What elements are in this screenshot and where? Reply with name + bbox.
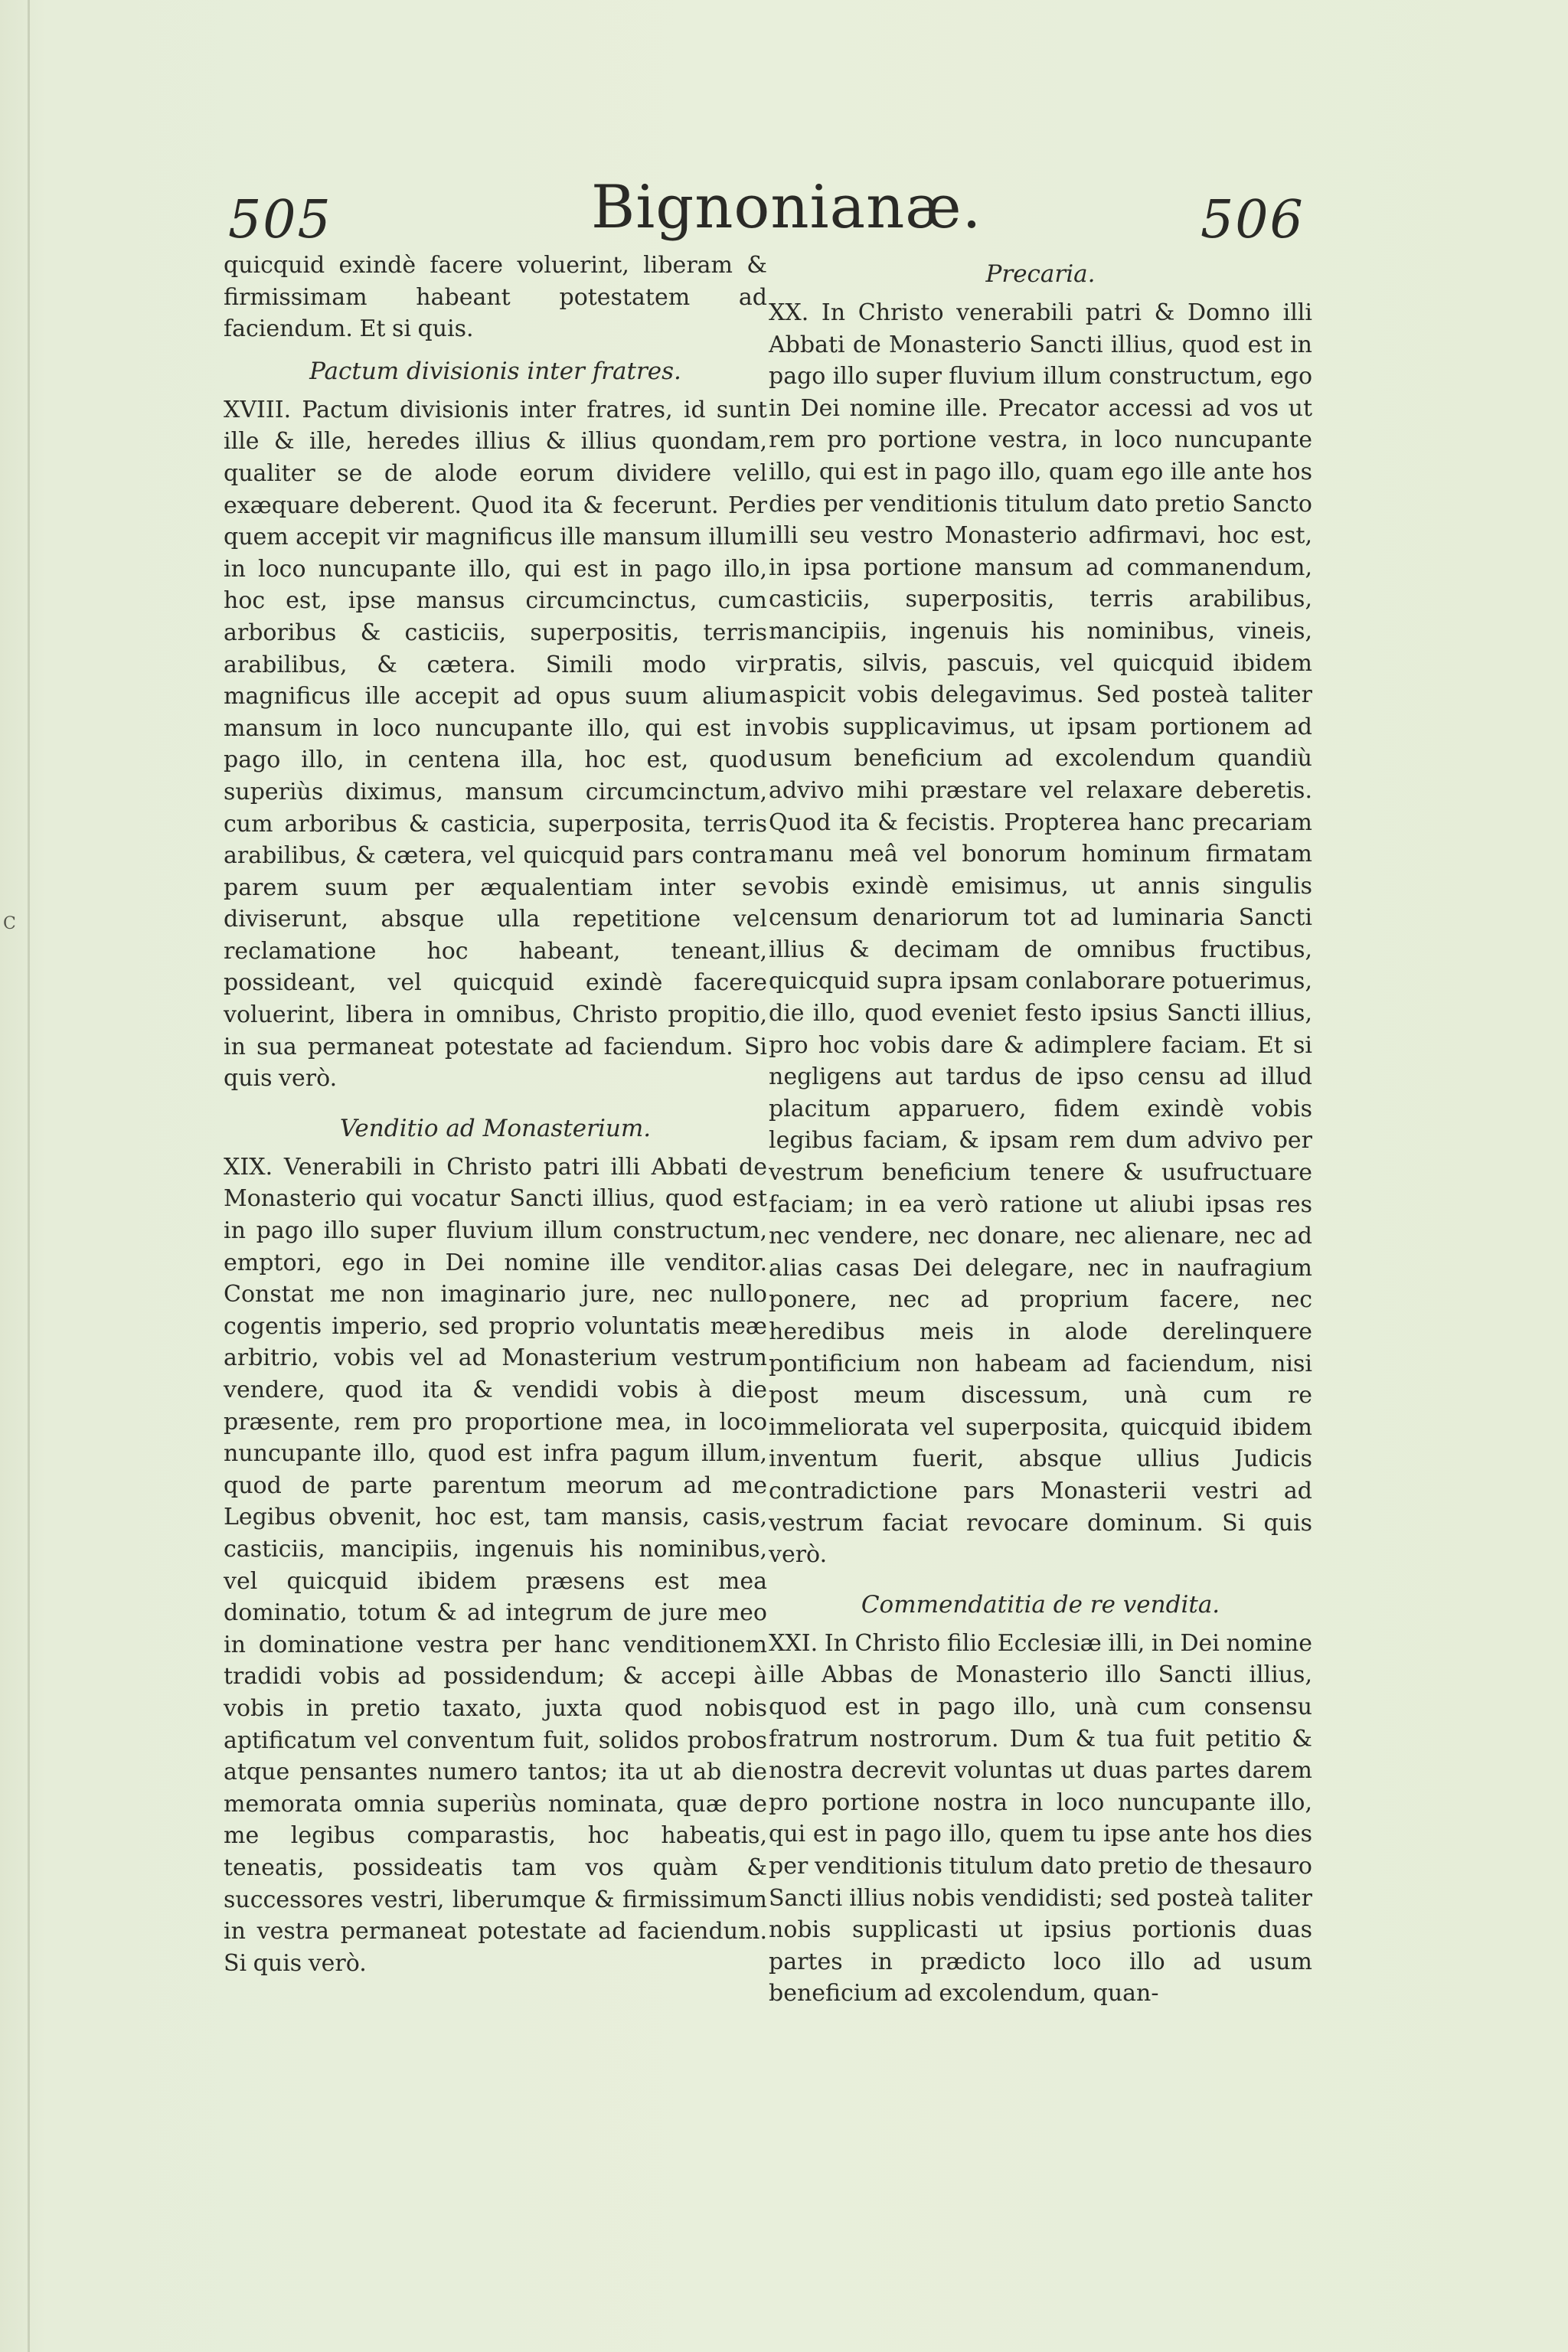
page-number-left: 505 (228, 190, 332, 250)
section-heading: Commendatitia de re vendita. (861, 1590, 1220, 1619)
section-xxi (769, 1589, 1312, 2010)
section-text: XIX. Venerabili in Christo patri illi Abbati de Monasterio qui vocatur Sancti illius, quod est in pago illo super fluvium illum constructum, emptori, ego in Dei nomine ille venditor. Constat me non imaginario jure, nec nullo cogentis imperio, sed proprio voluntatis meæ arbitrio, vobis vel ad Monasterium vestrum vendere, quod ita & vendidi vobis à die præsente, rem pro proportione mea, in loco nuncupante illo, quod est infra pagum illum, quod de parte parentum meorum ad me Legibus obvenit, hoc est, tam mansis, casis, casticiis, mancipiis, ingenuis his nominibus, vel quicquid ibidem præsens est mea dominatio, totum & ad integrum de jure meo in dominatione vestra per hanc venditionem tradidi vobis ad possidendum; & accepi à vobis in pretio taxato, juxta quod nobis aptificatum vel conventum fuit, solidos probos atque pensantes numero tantos; ita ut ab die memorata omnia superiùs nominata, quæ de me legibus comparastis, hoc habeatis, teneatis, possideatis tam vos quàm & successores vestri, liberumque & firmissimum in vestra permaneat potestate ad faciendum. Si quis verò. (224, 1153, 767, 1977)
page-gutter (28, 0, 30, 2352)
right-column (769, 259, 1312, 2028)
margin-mark: C (3, 914, 16, 933)
section-heading: Venditio ad Monasterium. (339, 1114, 652, 1142)
section-xix (224, 1113, 767, 1979)
section-text: XXI. In Christo filio Ecclesiæ illi, in Dei nomine ille Abbas de Monasterio illo Sancti illius, quod est in pago illo, unà cum consensu fratrum nostrorum. Dum & tua fuit petitio & nostra decrevit voluntas ut duas partes darem pro portione nostra in loco nuncupante illo, qui est in pago illo, quem tu ipse ante hos dies per venditionis titulum dato pretio de thesauro Sancti illius nobis vendidisti; sed posteà taliter nobis supplicasti ut ipsius portionis duas partes in prædicto loco illo ad usum beneficium ad excolendum, quan- (769, 1629, 1312, 2007)
section-text: XX. In Christo venerabili patri & Domno illi Abbati de Monasterio Sancti illius, quod est in pago illo super fluvium illum constructum, ego in Dei nomine ille. Precator accessi ad vos ut rem pro portione vestra, in loco nuncupante illo, qui est in pago illo, quam ego ille ante hos dies per venditionis titulum dato pretio Sancto illi seu vestro Monasterio adfirmavi, hoc est, in ipsa portione mansum ad commanendum, casticiis, superpositis, terris arabilibus, mancipiis, ingenuis his nominibus, vineis, pratis, silvis, pascuis, vel quicquid ibidem aspicit vobis delegavimus. Sed posteà taliter vobis supplicavimus, ut ipsam portionem ad usum beneficium ad excolendum quandiù advivo mihi præstare vel relaxare deberetis. Quod ita & fecistis. Propterea hanc precariam manu meâ vel bonorum hominum firmatam vobis exindè emisimus, ut annis singulis censum denariorum tot ad luminaria Sancti illius & decimam de omnibus fructibus, quicquid supra ipsam conlaborare potuerimus, die illo, quod eveniet festo ipsius Sancti illius, pro hoc vobis dare & adimplere faciam. Et si negligens aut tardus de ipso censu ad illud placitum apparuero, fidem exindè vobis legibus faciam, & ipsam rem dum advivo per vestrum beneficium tenere & usufructuare faciam; in ea verò ratione ut aliubi ipsas res nec vendere, nec donare, nec alienare, nec ad alias casas Dei delegare, nec in naufragium ponere, nec ad proprium facere, nec heredibus meis in alode derelinquere pontificium non habeam ad faciendum, nisi post meum discessum, unà cum re immeliorata vel superposita, quicquid ibidem inventum fuerit, absque ullius Judicis contradictione pars Monasterii vestri ad vestrum faciat revocare dominum. Si quis verò. (769, 299, 1312, 1569)
section-xviii (224, 356, 767, 1095)
section-xx (769, 259, 1312, 1571)
running-head-title: Bignonianæ. (591, 173, 982, 242)
continuation-text: quicquid exindè facere voluerint, liberam & firmissimam habeant potestatem ad faciendum. Et si quis. (224, 252, 767, 343)
left-column (224, 250, 767, 1998)
page-number-right: 506 (1200, 190, 1305, 250)
section-heading: Pactum divisionis inter fratres. (309, 357, 681, 385)
section-text: XVIII. Pactum divisionis inter fratres, id sunt ille & ille, heredes illius & illius quondam, qualiter se de alode eorum dividere vel exæquare deberent. Quod ita & fecerunt. Per quem accepit vir magnificus ille mansum illum in loco nuncupante illo, qui est in pago illo, hoc est, ipse mansus circumcinctus, cum arboribus & casticiis, superpositis, terris arabilibus, & cætera. Simili modo vir magnificus ille accepit ad opus suum alium mansum in loco nuncupante illo, qui est in pago illo, in centena illa, hoc est, quod superiùs diximus, mansum circumcinctum, cum arboribus & casticia, superposita, terris arabilibus, & cætera, vel quicquid pars contra parem suum per æqualentiam inter se diviserunt, absque ulla repetitione vel reclamatione hoc habeant, teneant, possideant, vel quicquid exindè facere voluerint, libera in omnibus, Christo propitio, in sua permaneat potestate ad faciendum. Si quis verò. (224, 396, 767, 1093)
section-heading: Precaria. (985, 260, 1096, 288)
